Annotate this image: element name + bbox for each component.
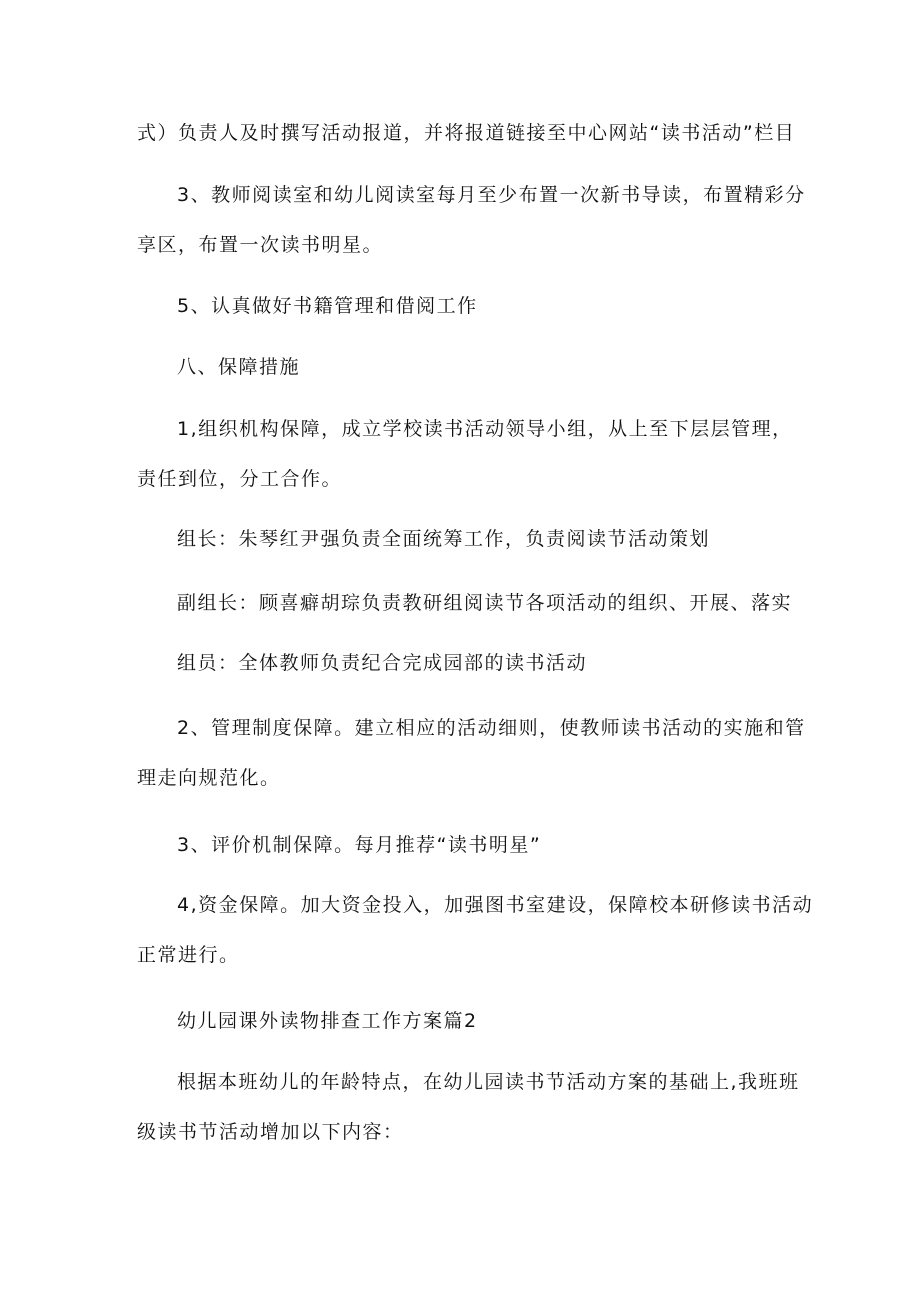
text-line: 组长：朱琴红尹强负责全面统筹工作，负责阅读节活动策划 [177, 528, 711, 550]
paragraph-book-management [137, 281, 797, 331]
paragraph-management-system [137, 703, 806, 803]
text-line: 1,组织机构保障，成立学校读书活动领导小组，从上至下层层管理， [177, 418, 793, 440]
text-line: 正常进行。 [137, 944, 240, 966]
text-line: 幼儿园课外读物排查工作方案篇2 [177, 1010, 478, 1032]
paragraph-organization [137, 404, 797, 504]
paragraph-activity-report [137, 108, 797, 158]
paragraph-class-plan [137, 1057, 800, 1157]
text-line: 组员：全体教师负责纪合完成园部的读书活动 [177, 652, 588, 674]
text-line: 八、保障措施 [177, 356, 301, 378]
paragraph-evaluation [137, 820, 797, 870]
paragraph-team-leader [137, 514, 797, 564]
paragraph-reading-room [137, 170, 806, 270]
text-line: 副组长：顾喜癖胡琮负责教研组阅读节各项活动的组织、开展、落实 [177, 592, 793, 614]
paragraph-members [137, 638, 797, 688]
section-heading-safeguards [137, 342, 797, 392]
text-line: 2、管理制度保障。建立相应的活动细则，使教师读书活动的实施和管 [177, 717, 806, 739]
text-line: 4,资金保障。加大资金投入，加强图书室建设，保障校本研修读书活动 [177, 894, 814, 916]
text-line: 式）负责人及时撰写活动报道，并将报道链接至中心网站“读书活动”栏目 [137, 122, 796, 144]
text-line: 根据本班幼儿的年龄特点，在幼儿园读书节活动方案的基础上,我班班 [177, 1071, 800, 1093]
text-line: 3、教师阅读室和幼儿阅读室每月至少布置一次新书导读，布置精彩分 [177, 184, 806, 206]
text-line: 责任到位，分工合作。 [137, 468, 343, 490]
paragraph-deputy-leader [137, 578, 797, 628]
text-line: 享区，布置一次读书明星。 [137, 234, 384, 256]
text-line: 3、评价机制保障。每月推荐“读书明星” [177, 834, 542, 856]
text-line: 级读书节活动增加以下内容： [137, 1121, 404, 1143]
text-line: 5、认真做好书籍管理和借阅工作 [177, 295, 478, 317]
section-heading-plan-2 [137, 996, 797, 1046]
paragraph-funding [137, 880, 814, 980]
text-line: 理走向规范化。 [137, 767, 281, 789]
